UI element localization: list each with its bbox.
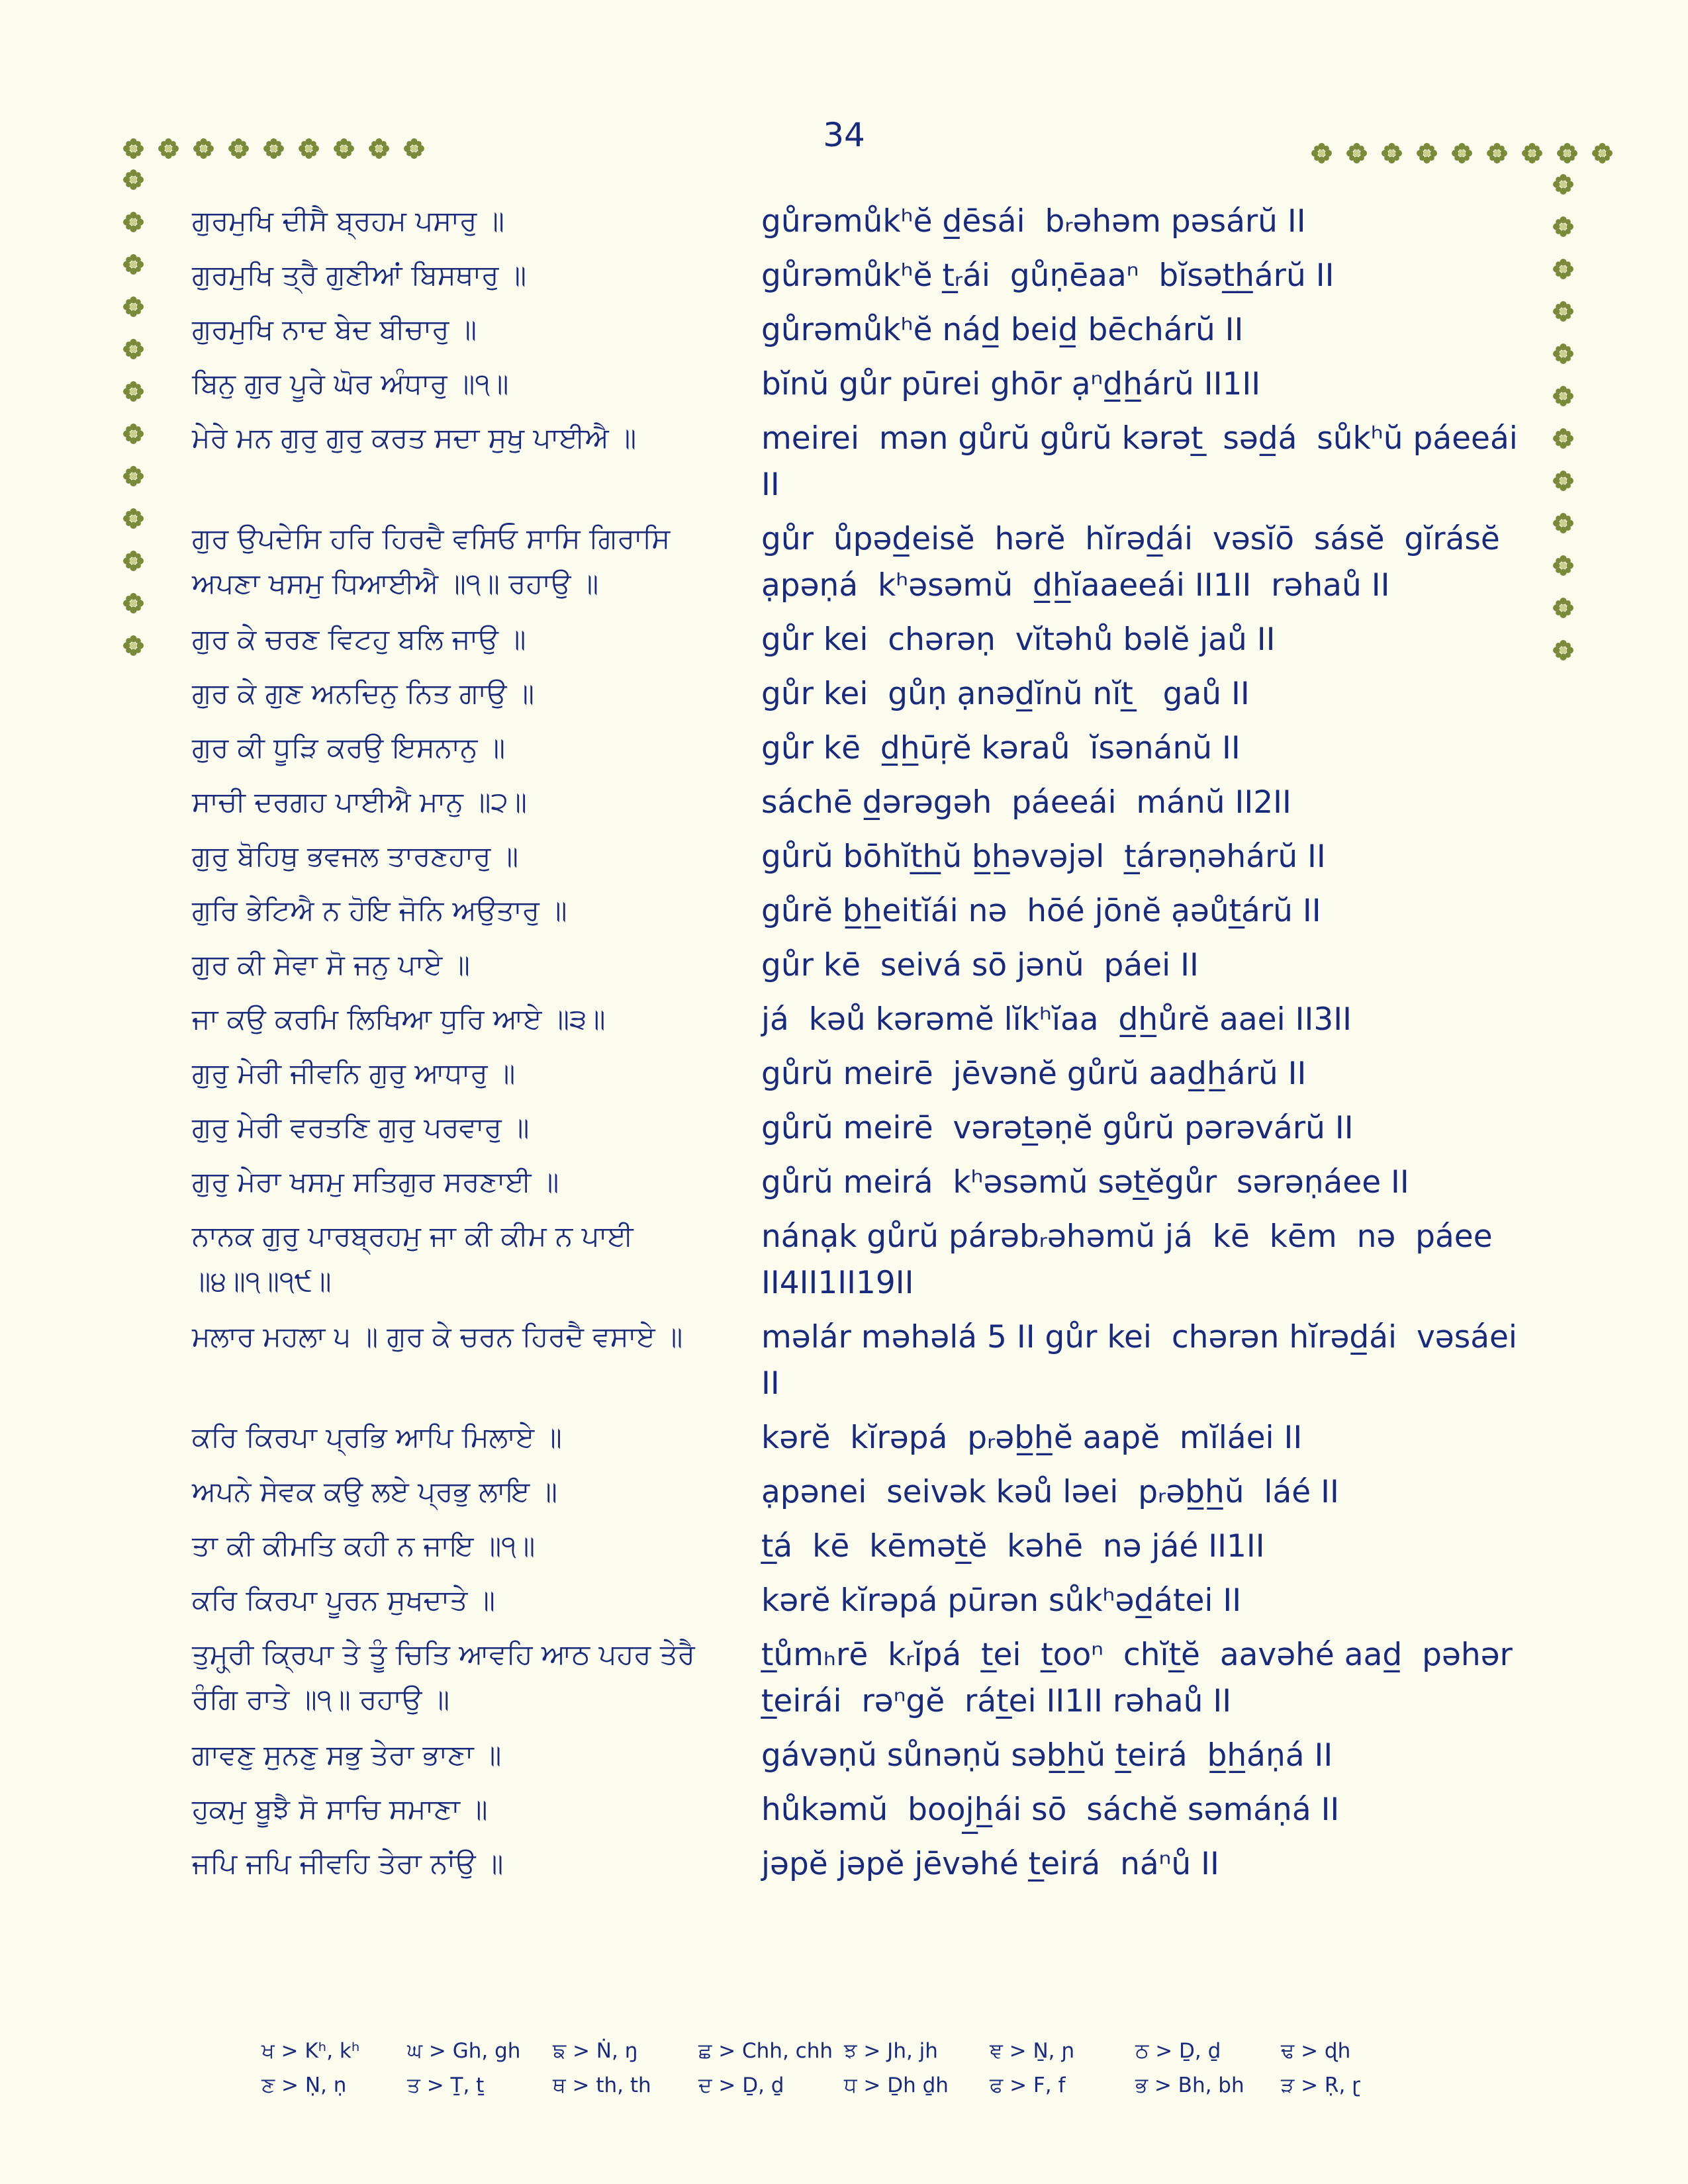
gurmukhi-line: ਨਾਨਕ ਗੁਰੁ ਪਾਰਬ੍ਰਹਮੁ ਜਾ ਕੀ ਕੀਮ ਨ ਪਾਈ ॥੪॥੧॥੧੯॥ <box>192 1220 633 1297</box>
verse-row <box>192 942 1516 989</box>
transliteration-line: kərĕ kĭrəpá pᵣəb̲h̲ĕ aapĕ mĭláei II <box>761 1420 1303 1456</box>
transliteration-line: t̲ůmₕrē kᵣĭpá t̲ei t̲ooⁿ chĭt̲ĕ aavəhé aad̲ pəhər t̲eirái rəⁿgĕ rát̲ei II1II rəhaů II <box>761 1637 1513 1719</box>
gurmukhi-line: ਸਾਚੀ ਦਰਗਹ ਪਾਈਐ ਮਾਨੁ ॥੨॥ <box>192 786 527 818</box>
gurmukhi-line: ਗੁਰੁ ਬੋਹਿਥੁ ਭਵਜਲ ਤਾਰਣਹਾਰੁ ॥ <box>192 840 519 872</box>
legend-item: ਣ > Ṇ, ṇ <box>261 2073 347 2097</box>
verse-row <box>192 997 1516 1043</box>
transliteration-line: já kəů kərəmĕ lĭkʰĭaa d̲h̲ůrĕ aaei II3II <box>761 1001 1352 1038</box>
transliteration-line: gůrəmůkʰĕ nád̲ beid̲ bēchárŭ II <box>761 312 1244 348</box>
flower-ornament-icon <box>1552 343 1574 365</box>
flower-ornament-icon <box>158 138 179 159</box>
flower-ornament-icon <box>403 138 425 159</box>
gurmukhi-line: ਤਾ ਕੀ ਕੀਮਤਿ ਕਹੀ ਨ ਜਾਇ ॥੧॥ <box>192 1529 536 1562</box>
flower-ornament-icon <box>122 465 144 487</box>
legend-item: ਛ > Chh, chh <box>698 2039 833 2063</box>
legend-item: ਢ > ɖh <box>1281 2039 1351 2063</box>
border-left <box>122 169 144 657</box>
border-top-left <box>122 138 425 159</box>
flower-ornament-icon <box>1346 142 1368 164</box>
flower-ornament-icon <box>1552 385 1574 407</box>
gurmukhi-line: ਗੁਰ ਉਪਦੇਸਿ ਹਰਿ ਹਿਰਦੈ ਵਸਿਓ ਸਾਸਿ ਗਿਰਾਸਿ ਅਪਣਾ ਖਸਮੁ ਧਿਆਈਐ ॥੧॥ ਰਹਾਉ ॥ <box>192 522 671 600</box>
transliteration-line: gůrŭ bōhĭt̲h̲ŭ b̲h̲əvəjəl t̲árəṇəhárŭ II <box>761 839 1326 875</box>
transliteration-line: t̲á kē kēmət̲ĕ kəhē nə jáé II1II <box>761 1528 1265 1565</box>
flower-ornament-icon <box>1381 142 1403 164</box>
flower-ornament-icon <box>1311 142 1333 164</box>
verse-row <box>192 1733 1516 1779</box>
gurmukhi-line: ਅਪਨੇ ਸੇਵਕ ਕਉ ਲਏ ਪ੍ਰਭੁ ਲਾਇ ॥ <box>192 1475 557 1508</box>
transliteration-line: hůkəmŭ booj̲h̲ái sō sáchĕ səmáṇá II <box>761 1792 1340 1828</box>
flower-ornament-icon <box>122 592 144 614</box>
verse-row <box>192 1214 1516 1306</box>
flower-ornament-icon <box>122 338 144 360</box>
border-right <box>1552 173 1574 661</box>
flower-ornament-icon <box>122 381 144 402</box>
verse-list <box>192 199 1516 1895</box>
flower-ornament-icon <box>1552 428 1574 449</box>
verse-row <box>192 1051 1516 1097</box>
verse-row <box>192 1578 1516 1624</box>
legend-item: ਫ > F, f <box>990 2073 1066 2097</box>
gurmukhi-line: ਹੁਕਮੁ ਬੂਝੈ ਸੋ ਸਾਚਿ ਸਮਾਣਾ ॥ <box>192 1793 488 1825</box>
flower-ornament-icon <box>1552 216 1574 238</box>
legend-item: ਝ > Jh, jh <box>844 2039 938 2063</box>
page-number: 34 <box>823 116 865 154</box>
gurmukhi-line: ਗੁਰਮੁਖਿ ਦੀਸੈ ਬ੍ਰਹਮ ਪਸਾਰੁ ॥ <box>192 205 504 237</box>
gurmukhi-line: ਬਿਨੁ ਗੁਰ ਪੂਰੇ ਘੋਰ ਅੰਧਾਰੁ ॥੧॥ <box>192 367 509 400</box>
legend-item: ੜ > Ṛ, ɽ <box>1281 2073 1360 2097</box>
transliteration-line: məlár məhəlá 5 II gůr kei chərən hĭrəd̲ái vəsáei II <box>761 1319 1517 1402</box>
gurmukhi-line: ਗੁਰੁ ਮੇਰਾ ਖਸਮੁ ਸਤਿਗੁਰ ਸਰਣਾਈ ॥ <box>192 1165 559 1198</box>
verse-row <box>192 253 1516 299</box>
legend-item: ਧ > Ḏh ḏh <box>844 2073 949 2097</box>
transliteration-legend <box>261 2037 1453 2106</box>
verse-row <box>192 834 1516 880</box>
verse-row <box>192 725 1516 772</box>
legend-row <box>261 2037 1453 2065</box>
flower-ornament-icon <box>1521 142 1543 164</box>
transliteration-line: gůrŭ meirē vərət̲əṇĕ gůrŭ pərəvárŭ II <box>761 1110 1354 1146</box>
flower-ornament-icon <box>228 138 250 159</box>
flower-ornament-icon <box>1552 258 1574 280</box>
gurmukhi-line: ਗੁਰ ਕੀ ਧੂੜਿ ਕਰਉ ਇਸਨਾਨੁ ॥ <box>192 731 506 764</box>
flower-ornament-icon <box>1416 142 1438 164</box>
flower-ornament-icon <box>1552 300 1574 322</box>
flower-ornament-icon <box>122 253 144 275</box>
legend-item: ਞ > Ṉ, ɲ <box>990 2039 1075 2063</box>
transliteration-line: gůrəmůkʰĕ t̲ᵣái gůṇēaaⁿ bĭsət̲h̲árŭ II <box>761 257 1335 294</box>
flower-ornament-icon <box>1552 173 1574 195</box>
verse-row <box>192 617 1516 663</box>
flower-ornament-icon <box>122 211 144 233</box>
border-top-right <box>1311 142 1613 164</box>
verse-row <box>192 1841 1516 1888</box>
transliteration-line: gůr kei gůṇ ạnəd̲ĭnŭ nĭt̲ gaů II <box>761 676 1250 712</box>
gurmukhi-line: ਤੁਮ੍ਹ੍ਰੀ ਕ੍ਰਿਪਾ ਤੇ ਤੂੰ ਚਿਤਿ ਆਵਹਿ ਆਠ ਪਹਰ ਤੇਰੈ ਰੰਗਿ ਰਾਤੇ ॥੧॥ ਰਹਾਉ ॥ <box>192 1638 695 1715</box>
verse-row <box>192 1314 1516 1407</box>
transliteration-line: gůrĕ b̲h̲eitĭái nə hōé jōnĕ ạəůt̲árŭ II <box>761 893 1321 929</box>
legend-item: ਦ > Ḏ, ḏ <box>698 2073 784 2097</box>
gurmukhi-line: ਗੁਰ ਕੇ ਗੁਣ ਅਨਦਿਨੁ ਨਿਤ ਗਾਉ ॥ <box>192 677 535 709</box>
legend-item: ਙ > Ṅ, ŋ <box>553 2039 638 2063</box>
transliteration-line: kərĕ kĭrəpá pūrən sůkʰəd̲átei II <box>761 1582 1242 1619</box>
flower-ornament-icon <box>1451 142 1473 164</box>
verse-row <box>192 671 1516 717</box>
verse-row <box>192 1787 1516 1833</box>
gurmukhi-line: ਗੁਰੁ ਮੇਰੀ ਜੀਵਨਿ ਗੁਰੁ ਆਧਾਰੁ ॥ <box>192 1057 516 1089</box>
flower-ornament-icon <box>193 138 214 159</box>
transliteration-line: gůr ůpəd̲eisĕ hərĕ hĭrəd̲ái vəsĭō sásĕ gĭrásĕ ạpəṇá kʰəsəmŭ d̲h̲ĭaaeeái II1II rəhaů II <box>761 521 1500 604</box>
transliteration-line: sáchē d̲ərəgəh páeeái mánŭ II2II <box>761 784 1291 821</box>
transliteration-line: gůr kei chərəṇ vĭtəhů bəlĕ jaů II <box>761 621 1276 658</box>
legend-item: ਠ > Ḏ, ḏ <box>1135 2039 1221 2063</box>
flower-ornament-icon <box>333 138 355 159</box>
gurmukhi-line: ਜਪਿ ਜਪਿ ਜੀਵਹਿ ਤੇਰਾ ਨਾਂਉ ॥ <box>192 1847 504 1880</box>
legend-item: ਤ > Ṯ, ṯ <box>407 2073 485 2097</box>
transliteration-line: nánạk gůrŭ párəbᵣəhəmŭ já kē kēm nə páee II4II1II19II <box>761 1218 1493 1301</box>
verse-row <box>192 1415 1516 1461</box>
verse-row <box>192 888 1516 934</box>
gurmukhi-line: ਕਰਿ ਕਿਰਪਾ ਪੂਰਨ ਸੁਖਦਾਤੇ ॥ <box>192 1584 495 1616</box>
transliteration-line: gůrŭ meirē jēvənĕ gůrŭ aad̲h̲árŭ II <box>761 1056 1307 1092</box>
flower-ornament-icon <box>1591 142 1613 164</box>
flower-ornament-icon <box>122 169 144 191</box>
transliteration-line: bĭnŭ gůr pūrei ghōr ạⁿd̲h̲árŭ II1II <box>761 366 1261 402</box>
gurmukhi-line: ਗਾਵਣੁ ਸੁਨਣੁ ਸਭੁ ਤੇਰਾ ਭਾਣਾ ॥ <box>192 1739 502 1771</box>
verse-row <box>192 1632 1516 1725</box>
flower-ornament-icon <box>1552 639 1574 661</box>
legend-item: ਘ > Gh, gh <box>407 2039 521 2063</box>
legend-item: ਖ > Kʰ, kʰ <box>261 2039 360 2063</box>
verse-row <box>192 1469 1516 1516</box>
transliteration-line: gůrŭ meirá kʰəsəmŭ sət̲ĕgůr sərəṇáee II <box>761 1164 1409 1201</box>
flower-ornament-icon <box>122 635 144 657</box>
verse-row <box>192 780 1516 826</box>
gurmukhi-line: ਜਾ ਕਉ ਕਰਮਿ ਲਿਖਿਆ ਧੁਰਿ ਆਏ ॥੩॥ <box>192 1003 606 1035</box>
gurmukhi-line: ਗੁਰ ਕੀ ਸੇਵਾ ਸੋ ਜਨੁ ਪਾਏ ॥ <box>192 948 470 981</box>
flower-ornament-icon <box>122 508 144 529</box>
flower-ornament-icon <box>122 423 144 445</box>
gurmukhi-line: ਗੁਰੁ ਮੇਰੀ ਵਰਤਣਿ ਗੁਰੁ ਪਰਵਾਰੁ ॥ <box>192 1111 530 1144</box>
flower-ornament-icon <box>1556 142 1578 164</box>
flower-ornament-icon <box>122 550 144 572</box>
transliteration-line: gávəṇŭ sůnəṇŭ səb̲h̲ŭ t̲eirá b̲h̲áṇá II <box>761 1737 1333 1774</box>
gurmukhi-line: ਗੁਰ ਕੇ ਚਰਣ ਵਿਟਹੁ ਬਲਿ ਜਾਉ ॥ <box>192 623 526 655</box>
gurmukhi-line: ਗੁਰਮੁਖਿ ਨਾਦ ਬੇਦ ਬੀਚਾਰੁ ॥ <box>192 313 477 345</box>
verse-row <box>192 416 1516 508</box>
flower-ornament-icon <box>263 138 285 159</box>
flower-ornament-icon <box>1552 597 1574 619</box>
transliteration-line: gůr kē d̲h̲ūṛĕ kəraů ĭsənánŭ II <box>761 730 1241 766</box>
gurmukhi-line: ਗੁਰਿ ਭੇਟਿਐ ਨ ਹੋਇ ਜੋਨਿ ਅਉਤਾਰੁ ॥ <box>192 894 567 927</box>
flower-ornament-icon <box>298 138 320 159</box>
transliteration-line: meirei mən gůrŭ gůrŭ kərət̲ səd̲á sůkʰŭ páeeái II <box>761 420 1518 503</box>
flower-ornament-icon <box>1552 470 1574 492</box>
verse-row <box>192 1524 1516 1570</box>
verse-row <box>192 516 1516 609</box>
verse-row <box>192 361 1516 408</box>
flower-ornament-icon <box>368 138 390 159</box>
verse-row <box>192 1160 1516 1206</box>
gurmukhi-line: ਕਰਿ ਕਿਰਪਾ ਪ੍ਰਭਿ ਆਪਿ ਮਿਲਾਏ ॥ <box>192 1421 562 1453</box>
transliteration-line: jəpĕ jəpĕ jēvəhé t̲eirá náⁿů II <box>761 1846 1219 1882</box>
verse-row <box>192 307 1516 353</box>
gurmukhi-line: ਮੇਰੇ ਮਨ ਗੁਰੁ ਗੁਰੁ ਕਰਤ ਸਦਾ ਸੁਖੁ ਪਾਈਐ ॥ <box>192 422 637 454</box>
legend-item: ਥ > th, th <box>553 2073 651 2097</box>
gurmukhi-line: ਮਲਾਰ ਮਹਲਾ ੫ ॥ ਗੁਰ ਕੇ ਚਰਨ ਹਿਰਦੈ ਵਸਾਏ ॥ <box>192 1320 683 1353</box>
legend-item: ਭ > Bh, bh <box>1135 2073 1244 2097</box>
flower-ornament-icon <box>1552 512 1574 534</box>
legend-row <box>261 2071 1453 2099</box>
flower-ornament-icon <box>122 296 144 318</box>
transliteration-line: ạpənei seivək kəů ləei pᵣəb̲h̲ŭ láé II <box>761 1474 1339 1510</box>
gurmukhi-line: ਗੁਰਮੁਖਿ ਤ੍ਰੈ ਗੁਣੀਆਂ ਬਿਸਥਾਰੁ ॥ <box>192 259 527 291</box>
transliteration-line: gůr kē seivá sō jənŭ páei II <box>761 947 1199 983</box>
flower-ornament-icon <box>122 138 144 159</box>
flower-ornament-icon <box>1552 555 1574 576</box>
verse-row <box>192 1105 1516 1152</box>
flower-ornament-icon <box>1486 142 1508 164</box>
verse-row <box>192 199 1516 245</box>
transliteration-line: gůrəmůkʰĕ d̲ēsái bᵣəhəm pəsárŭ II <box>761 203 1306 240</box>
